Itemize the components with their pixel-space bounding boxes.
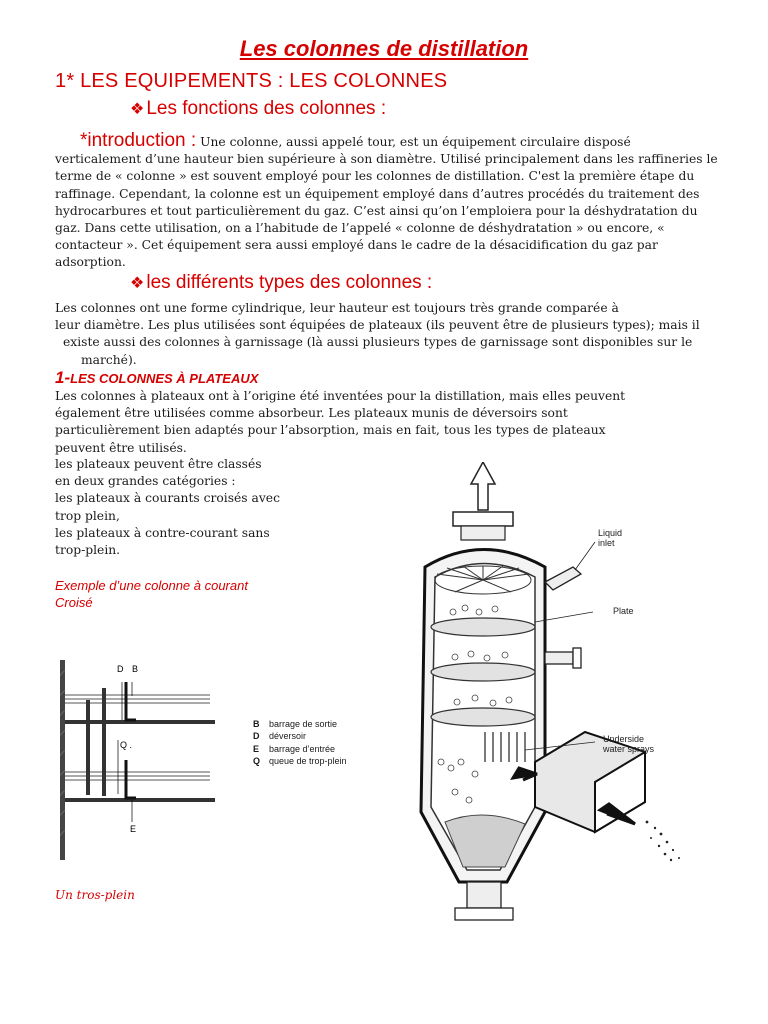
legend-key: Q (253, 755, 261, 766)
example-caption-line: Croisé (55, 595, 93, 610)
side-nozzle-flange (573, 648, 581, 668)
gas-particles (646, 821, 680, 862)
bottom-flange (455, 908, 513, 920)
plates-heading-number: 1- (55, 368, 71, 387)
diamond-bullet-icon: ❖ (130, 275, 145, 292)
types-paragraph (55, 300, 700, 369)
label-q: Q . (120, 740, 133, 750)
plates-line: Les colonnes à plateaux ont à l’origine été inventées pour la distillation, mais elles peuvent (55, 389, 626, 403)
plates-heading-text: LES COLONNES À PLATEAUX (70, 371, 259, 386)
types-line: Les colonnes ont une forme cylindrique, leur hauteur est toujours très grande comparée à (55, 301, 619, 315)
classification-line: en deux grandes catégories : (55, 474, 236, 489)
bottom-outlet (467, 882, 501, 908)
intro-paragraph (55, 132, 720, 272)
top-nozzle (461, 526, 505, 540)
classification-line: trop plein, (55, 508, 120, 523)
label-e: E (130, 824, 137, 834)
subheading-types-text: les différents types des colonnes : (146, 272, 433, 293)
legend-key: B (253, 719, 260, 729)
column-wall (60, 660, 65, 860)
overflow-legend (253, 718, 347, 767)
plates-paragraph (55, 388, 625, 457)
diamond-bullet-icon: ❖ (130, 101, 145, 118)
label-b: B (132, 664, 139, 674)
section-heading-equipements: 1* LES EQUIPEMENTS : LES COLONNES (55, 70, 448, 92)
classification-line: les plateaux à contre-courant sans (55, 525, 270, 540)
intro-heading: *introduction : (80, 130, 197, 151)
legend-text: déversoir (269, 731, 307, 742)
label-liquid-inlet (598, 528, 622, 548)
plates-line: également être utilisées comme absorbeur. Les plateaux munis de déversoirs sont (55, 406, 568, 421)
callout-line (575, 542, 595, 570)
legend-item (253, 743, 347, 755)
label-liquid-inlet-line: inlet (598, 538, 615, 548)
legend-text: queue de trop-plein (269, 755, 347, 766)
overflow-caption: Un tros-plein (55, 888, 135, 902)
side-nozzle (545, 652, 573, 664)
outlet-weir (126, 682, 136, 720)
types-line: leur diamètre. Les plus utilisées sont équipées de plateaux (ils peuvent être de plusieurs types); mais il (55, 318, 700, 333)
subheading-types (130, 272, 432, 294)
label-underside-line: Underside (603, 734, 645, 744)
label-d: D (117, 664, 124, 674)
legend-item (253, 730, 347, 742)
legend-key: E (253, 743, 260, 754)
label-underside-line: water sprays (603, 744, 655, 754)
classification-list (55, 456, 280, 559)
plates-line: peuvent être utilisés. (55, 440, 187, 455)
legend-key: D (253, 731, 260, 742)
downcomer-left (86, 700, 90, 795)
types-line: existe aussi des colonnes à garnissage (là aussi plusieurs types de garnissage sont disponibles sur le (63, 335, 693, 350)
top-flange (453, 512, 513, 526)
legend-item (253, 718, 347, 730)
column-illustration (395, 462, 695, 942)
label-underside-sprays (603, 734, 654, 754)
subheading-fonctions (130, 98, 386, 120)
types-line: marché). (81, 352, 137, 367)
legend-text: barrage d’entrée (269, 743, 336, 754)
page-title: Les colonnes de distillation (239, 36, 529, 61)
legend-item (253, 755, 347, 767)
plates-heading (55, 368, 258, 388)
example-caption-line: Exemple d’une colonne à courant (55, 578, 248, 593)
lower-tray (65, 798, 215, 802)
legend-text: barrage de sortie (269, 719, 338, 729)
subheading-fonctions-text: Les fonctions des colonnes : (146, 98, 387, 119)
classification-line: les plateaux à courants croisés avec (55, 491, 280, 506)
downcomer-right (102, 688, 106, 796)
vapor-outlet-arrow-icon (471, 462, 495, 510)
classification-line: trop-plein. (55, 543, 121, 558)
plates-line: particulièrement bien adaptés pour l’absorption, mais en fait, tous les types de plateaux (55, 423, 606, 438)
liquid-inlet-pipe (545, 567, 581, 590)
inlet-weir (126, 760, 136, 798)
example-caption (55, 577, 248, 611)
classification-line: les plateaux peuvent être classés (55, 457, 262, 471)
label-plate: Plate (613, 606, 634, 616)
intro-text: Une colonne, aussi appelé tour, est un équipement circulaire disposé verticalement d’une hauteur bien supérieure à son diamètre. Utilisé principalement dans les raffineries le terme de « colonne » est souvent employé pour les colonnes de distillation. C'est la première étape du raffinage. Cependant, la colonne est un équipement employé dans d’autres procédés du traitement des hydrocarbures et tout particulièrement du gaz. C’est ainsi qu’on l’emploiera pour la déshydratation du gaz. Dans cette utilisation, on a l’habitude de l’appelé « colonne de déshydratation » ou encore, « contacteur ». Cet équipement sera aussi employé dans le cadre de la désacidification du gaz par adsorption. (55, 135, 718, 270)
label-liquid-inlet-line: Liquid (598, 528, 623, 538)
overflow-schematic (60, 660, 220, 860)
